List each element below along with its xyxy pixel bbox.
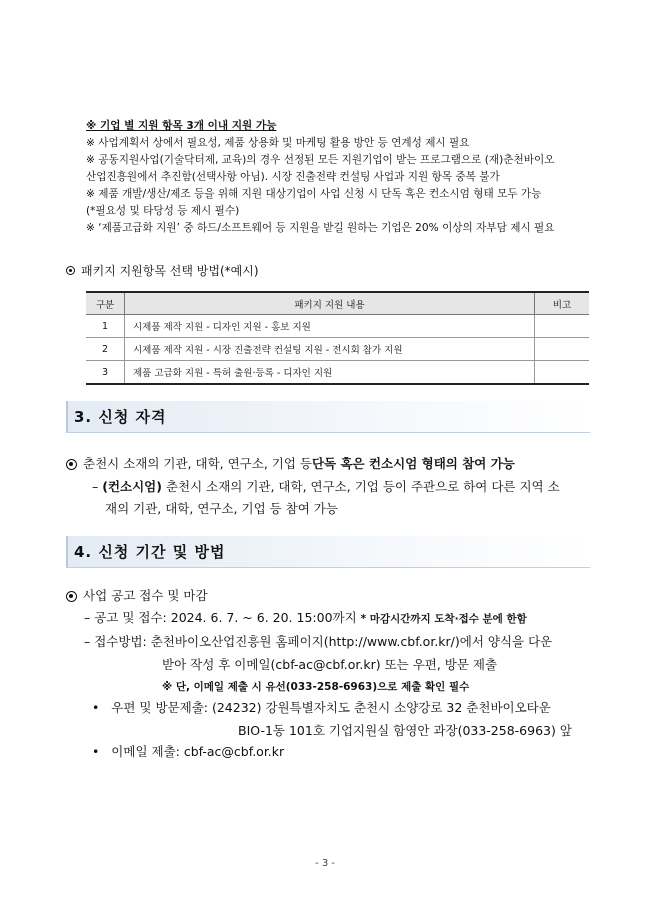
section-4-title-bar (66, 536, 592, 567)
table-header-row (86, 292, 589, 315)
row-remark (535, 338, 590, 361)
column-header-category: 구분 (86, 292, 125, 315)
dash-bullet: – (84, 610, 95, 625)
method-line: – 접수방법: 춘천바이오산업진흥원 홈페이지(http://www.cbf.or.kr/)에서 양식을 다운 (84, 634, 553, 649)
section-3-divider (66, 432, 590, 433)
consortium-line-continued: 재의 기관, 대학, 연구소, 기업 등 참여 가능 (105, 501, 338, 516)
notes-block (66, 118, 596, 237)
row-number: 3 (86, 361, 125, 385)
note-item: ※ 사업계획서 상에서 필요성, 제품 상용화 및 마케팅 활용 방안 등 연계성 제시 필요 (86, 137, 470, 149)
announcement-heading: 사업 공고 접수 및 마감 (66, 587, 208, 605)
row-content: 시제품 제작 지원 - 디자인 지원 - 홍보 지원 (125, 315, 535, 338)
column-header-content: 패키지 지원 내용 (125, 292, 535, 315)
note-item: ※ ‘제품고급화 지원’ 중 하드/소프트웨어 등 지원을 받길 원하는 기업은 20% 이상의 자부담 제시 필요 (86, 222, 555, 234)
note-item: ※ 공동지원사업(기술닥터제, 교육)의 경우 선정된 모든 지원기업이 받는 프로그램으로 (재)춘천바이오 (86, 154, 555, 166)
column-header-remark: 비고 (535, 292, 590, 315)
section-4-divider (66, 567, 590, 568)
section-3-title: 3. 신청 자격 (74, 408, 167, 426)
note-item: ※ 기업 별 지원 항목 3개 이내 지원 가능 (86, 120, 277, 132)
package-heading: 패키지 지원항목 선택 방법(*예시) (66, 262, 259, 279)
method-line-continued: 받아 작성 후 이메일(cbf-ac@cbf.or.kr) 또는 우편, 방문 제출 (162, 657, 498, 672)
row-remark (535, 315, 590, 338)
dot-bullet: • (92, 700, 112, 715)
table-row (86, 338, 589, 361)
row-content: 시제품 제작 지원 - 시장 진출전략 컨설팅 지원 - 전시회 참가 지원 (125, 338, 535, 361)
consortium-line: – (컨소시엄) 춘천시 소재의 기관, 대학, 연구소, 기업 등이 주관으로 하여 다른 지역 소 (92, 479, 560, 494)
note-item-continued: 산업진흥원에서 추진함(선택사항 아님). 시장 진출전략 컨설팅 사업과 지원 항목 중복 불가 (86, 171, 500, 183)
package-table (86, 291, 589, 385)
row-number: 2 (86, 338, 125, 361)
circle-bullet-icon (66, 459, 77, 470)
dot-bullet: • (92, 744, 112, 759)
note-item-continued: (*필요성 및 타당성 등 제시 필수) (86, 205, 240, 217)
row-content: 제품 고급화 지원 - 특허 출원·등록 - 디자인 지원 (125, 361, 535, 385)
dash-bullet: – (92, 479, 103, 494)
post-submission-line: • 우편 및 방문제출: (24232) 강원특별자치도 춘천시 소양강로 32 춘천바이오타운 (92, 700, 551, 715)
eligibility-line: 춘천시 소재의 기관, 대학, 연구소, 기업 등 단독 혹은 컨소시엄 형태의 참여 가능 (66, 455, 515, 473)
email-confirm-note: ※ 단, 이메일 제출 시 유선(033-258-6963)으로 제출 확인 필수 (162, 681, 470, 693)
table-row (86, 361, 589, 385)
note-item: ※ 제품 개발/생산/제조 등을 위해 지원 대상기업이 사업 신청 시 단독 혹은 컨소시엄 형태 모두 가능 (86, 188, 542, 200)
dash-bullet: – (84, 634, 95, 649)
section-4-title: 4. 신청 기간 및 방법 (74, 543, 226, 561)
row-number: 1 (86, 315, 125, 338)
period-line: – 공고 및 접수: 2024. 6. 7. ~ 6. 20. 15:00까지 * 마감시간까지 도착·접수 분에 한함 (84, 610, 527, 625)
circle-bullet-icon (66, 591, 77, 602)
page-number: - 3 - (315, 858, 335, 869)
circle-bullet-icon (66, 266, 75, 275)
email-submission-line: • 이메일 제출: cbf-ac@cbf.or.kr (92, 744, 285, 759)
table-row (86, 315, 589, 338)
post-submission-line-continued: BIO-1동 101호 기업지원실 함영안 과장(033-258-6963) 앞 (238, 723, 572, 738)
section-3-title-bar (66, 401, 592, 432)
row-remark (535, 361, 590, 385)
